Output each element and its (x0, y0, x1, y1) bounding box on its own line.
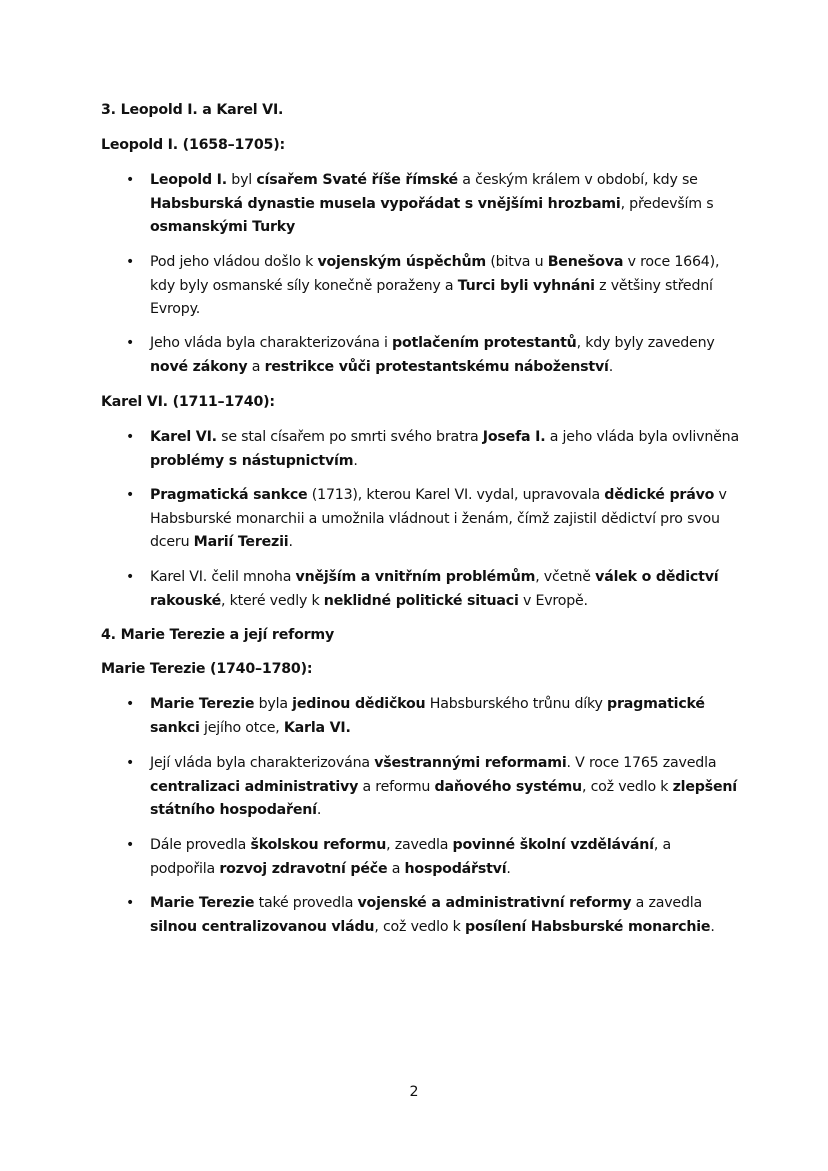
marie-heading: Marie Terezie (1740–1780): (101, 661, 313, 677)
text: . (353, 452, 358, 469)
list-item (150, 332, 740, 379)
bold-text: císařem Svaté říše římské (256, 172, 458, 188)
bold-text: neklidné politické situaci (323, 592, 519, 609)
list-item (150, 426, 740, 473)
text: . (506, 860, 511, 877)
list-item (150, 251, 740, 322)
text: také provedla (254, 895, 358, 911)
text: Karel VI. čelil mnoha (150, 569, 296, 585)
text: (bitva u (486, 254, 548, 270)
bold-text: jedinou dědičkou (292, 696, 426, 712)
text: a (247, 358, 265, 375)
list-item (150, 834, 740, 881)
text: se stal císařem po smrti svého bratra (216, 429, 483, 445)
text: . (608, 358, 613, 375)
bold-text: Josefa I. (482, 429, 546, 445)
text: v Habsburské monarchii a umožnila vládnout i ženám, čímž zajistil dědictví pro svou dceru (150, 487, 727, 550)
text: . (710, 918, 715, 935)
text: a (387, 860, 405, 877)
text: , především s (620, 195, 714, 212)
text: byl (226, 172, 257, 188)
bold-text: Marií Terezii (193, 534, 289, 550)
bold-text: válek o dědictví rakouské (150, 569, 719, 609)
text: Dále provedla (150, 837, 251, 853)
bold-text: Marie Terezie (150, 895, 255, 911)
leopold-heading: Leopold I. (1658–1705): (101, 137, 285, 153)
section-3-heading: 3. Leopold I. a Karel VI. (101, 102, 284, 118)
bold-text: Habsburská dynastie musela vypořádat s vnějšími hrozbami (150, 195, 621, 212)
bold-text: dědické právo (604, 487, 715, 503)
text: a českým králem v období, kdy se (457, 172, 698, 188)
bold-text: posílení Habsburské monarchie (464, 918, 711, 935)
bold-text: nové zákony (150, 358, 248, 375)
list-item (150, 484, 740, 555)
text: , kdy byly zavedeny (576, 335, 715, 351)
bold-text: všestrannými reformami (374, 755, 567, 771)
bold-text: silnou centralizovanou vládu (150, 918, 375, 935)
text: , a podpořila (150, 837, 671, 877)
text: a reformu (358, 778, 435, 795)
bold-text: hospodářství (404, 860, 507, 877)
text: , včetně (535, 569, 596, 585)
list-item (150, 892, 740, 939)
bold-text: problémy s nástupnictvím (150, 452, 354, 469)
bold-text: zlepšení státního hospodaření (150, 778, 737, 818)
bold-text: vojenským úspěchům (317, 254, 487, 270)
bold-text: Pragmatická sankce (150, 487, 308, 503)
bold-text: rozvoj zdravotní péče (219, 860, 388, 877)
text: , což vedlo k (374, 918, 465, 935)
list-item (150, 752, 740, 823)
text: byla (254, 696, 293, 712)
text: . V roce 1765 zavedla (566, 755, 717, 771)
list-item (150, 566, 740, 613)
bold-text: povinné školní vzdělávání (452, 837, 654, 853)
text: z většiny střední Evropy. (150, 277, 713, 317)
bold-text: Leopold I. (150, 172, 227, 188)
text: , což vedlo k (581, 778, 673, 795)
text: a jeho vláda byla ovlivněna (545, 429, 739, 445)
text: Pod jeho vládou došlo k (150, 254, 318, 270)
bold-text: vnějším a vnitřním problémům (295, 569, 536, 585)
bold-text: vojenské a administrativní reformy (357, 895, 632, 911)
list-item (150, 693, 740, 740)
page-number: 2 (409, 1084, 419, 1100)
bold-text: daňového systému (434, 778, 582, 795)
text: Jeho vláda byla charakterizována i (150, 335, 393, 351)
text: v Evropě. (518, 592, 588, 609)
text: , které vedly k (221, 592, 324, 609)
bold-text: osmanskými Turky (150, 219, 296, 235)
text: . (288, 534, 293, 550)
list-item (150, 169, 740, 240)
bold-text: Benešova (547, 254, 624, 270)
bold-text: školskou reformu (250, 837, 387, 853)
text: jejího otce, (199, 719, 284, 736)
bold-text: Marie Terezie (150, 696, 255, 712)
bold-text: pragmatické sankci (150, 696, 705, 736)
bold-text: Karla VI. (283, 719, 351, 736)
text: Její vláda byla charakterizována (150, 755, 375, 771)
text: , zavedla (386, 837, 453, 853)
section-4-heading: 4. Marie Terezie a její reformy (101, 627, 335, 643)
text: Habsburského trůnu díky (425, 696, 608, 712)
text: . (316, 802, 322, 818)
bold-text: Turci byli vyhnáni (457, 277, 595, 294)
bold-text: potlačením protestantů (392, 335, 577, 351)
karel-heading: Karel VI. (1711–1740): (101, 394, 275, 410)
bold-text: Karel VI. (150, 429, 217, 445)
bold-text: restrikce vůči protestantskému náboženství (264, 358, 609, 375)
text: a zavedla (631, 895, 702, 911)
text: (1713), kterou Karel VI. vydal, upravovala (307, 487, 605, 503)
text: v roce 1664), kdy byly osmanské síly konečně poraženy a (150, 254, 720, 294)
bold-text: centralizaci administrativy (150, 778, 359, 795)
